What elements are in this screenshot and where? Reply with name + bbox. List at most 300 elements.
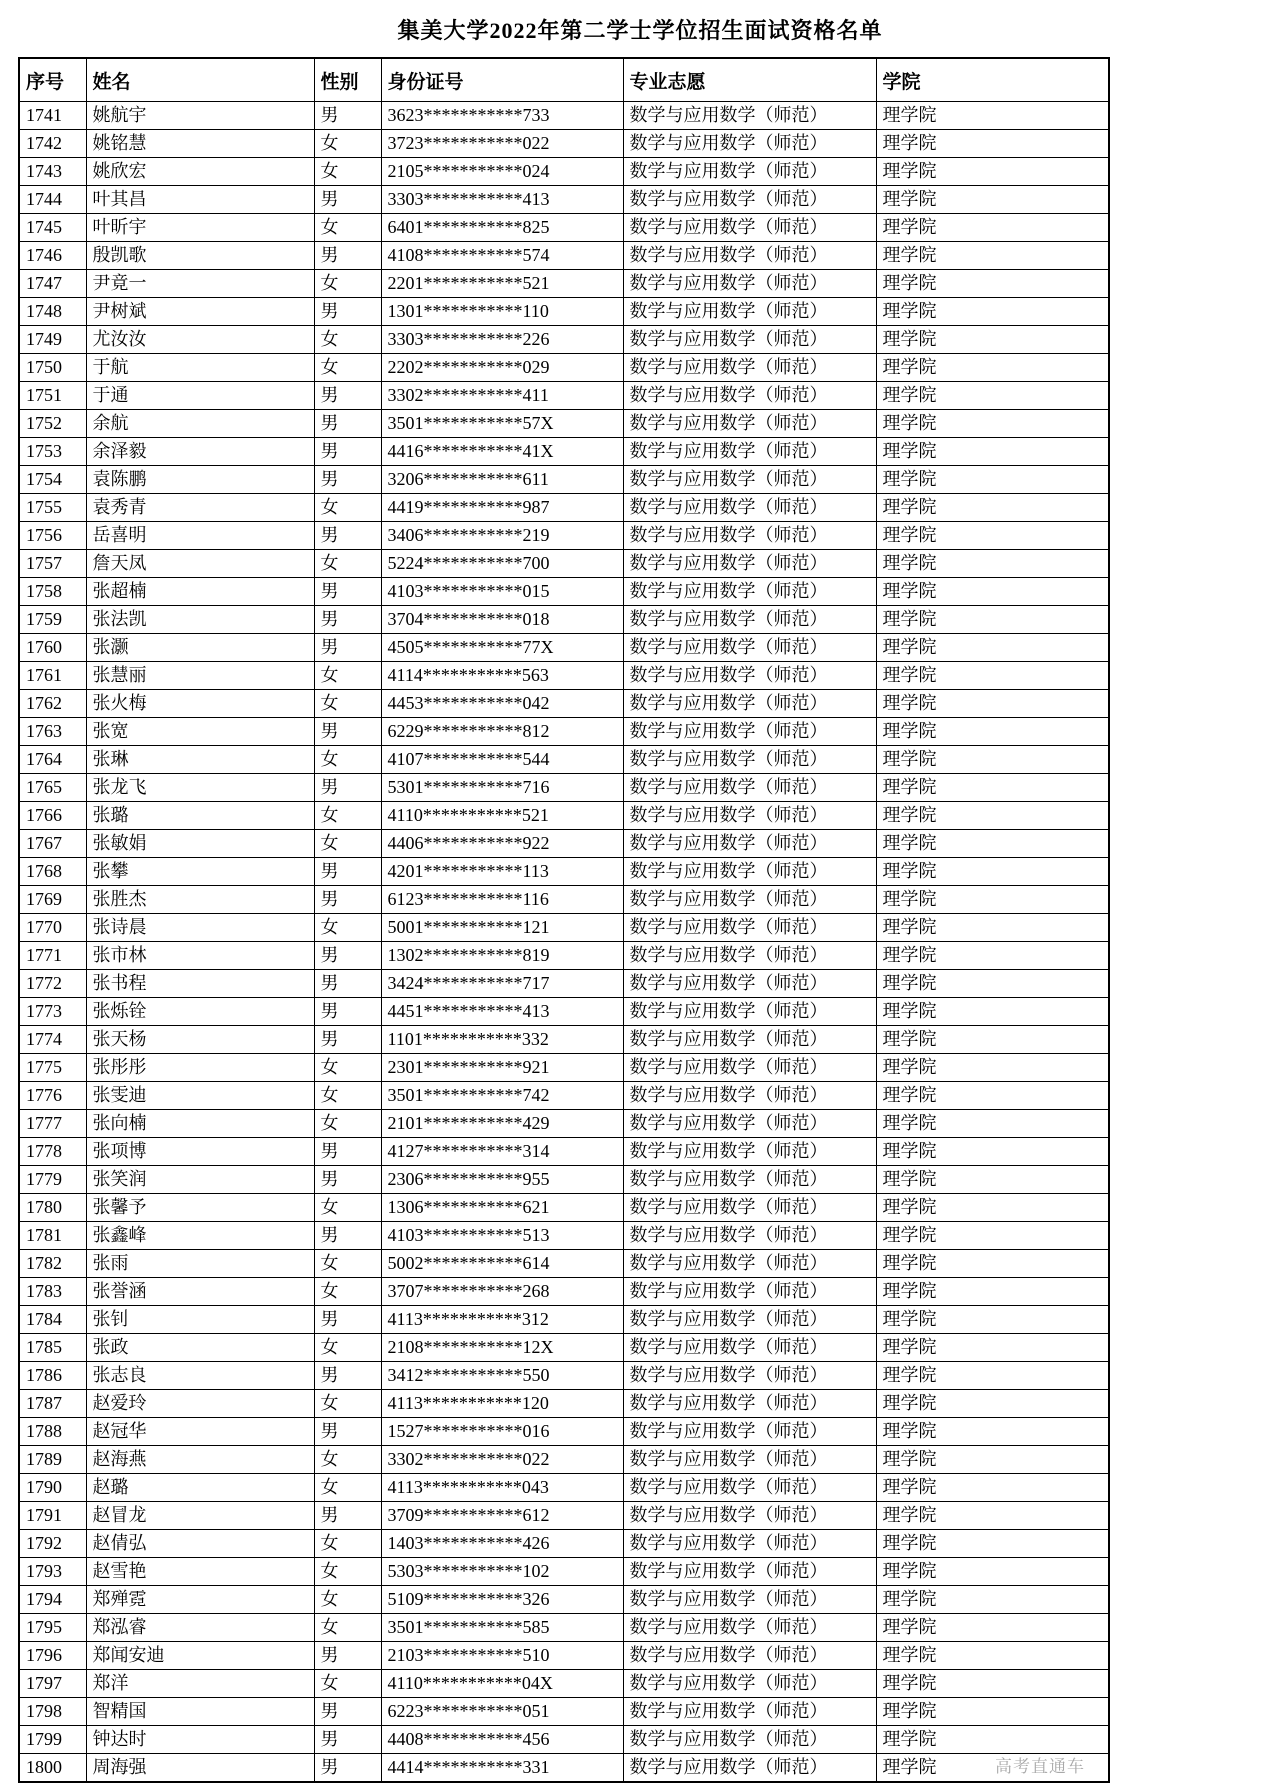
gender-cell: 女 [314,1558,381,1586]
gender-cell: 男 [314,774,381,802]
college-cell: 理学院 [876,1390,1109,1418]
college-cell: 理学院 [876,466,1109,494]
college-cell: 理学院 [876,1446,1109,1474]
seq-cell: 1749 [19,326,86,354]
table-row [19,102,1109,130]
id-cell: 3623***********733 [381,102,623,130]
seq-cell: 1783 [19,1278,86,1306]
id-cell: 4110***********521 [381,802,623,830]
id-cell: 2202***********029 [381,354,623,382]
name-cell: 钟达时 [86,1726,314,1754]
seq-cell: 1782 [19,1250,86,1278]
gender-cell: 女 [314,746,381,774]
id-cell: 6229***********812 [381,718,623,746]
college-cell: 理学院 [876,270,1109,298]
college-cell: 理学院 [876,662,1109,690]
college-cell: 理学院 [876,1222,1109,1250]
gender-cell: 男 [314,634,381,662]
id-cell: 3501***********57X [381,410,623,438]
college-cell: 理学院 [876,522,1109,550]
table-row [19,354,1109,382]
college-cell: 理学院 [876,214,1109,242]
gender-cell: 女 [314,690,381,718]
major-cell: 数学与应用数学（师范） [623,578,876,606]
gender-cell: 女 [314,1054,381,1082]
table-row [19,186,1109,214]
seq-cell: 1785 [19,1334,86,1362]
seq-cell: 1753 [19,438,86,466]
name-cell: 郑洋 [86,1670,314,1698]
college-cell: 理学院 [876,942,1109,970]
college-cell: 理学院 [876,746,1109,774]
college-cell: 理学院 [876,1082,1109,1110]
major-cell: 数学与应用数学（师范） [623,326,876,354]
major-cell: 数学与应用数学（师范） [623,102,876,130]
table-row [19,270,1109,298]
id-cell: 4453***********042 [381,690,623,718]
table-row [19,634,1109,662]
major-cell: 数学与应用数学（师范） [623,1614,876,1642]
id-cell: 3412***********550 [381,1362,623,1390]
gender-cell: 女 [314,1670,381,1698]
id-cell: 2105***********024 [381,158,623,186]
major-cell: 数学与应用数学（师范） [623,298,876,326]
major-cell: 数学与应用数学（师范） [623,830,876,858]
seq-cell: 1757 [19,550,86,578]
table-row [19,298,1109,326]
major-cell: 数学与应用数学（师范） [623,914,876,942]
id-cell: 4408***********456 [381,1726,623,1754]
gender-cell: 男 [314,970,381,998]
college-cell: 理学院 [876,1642,1109,1670]
table-row [19,1362,1109,1390]
id-cell: 4103***********015 [381,578,623,606]
id-cell: 1302***********819 [381,942,623,970]
college-cell: 理学院 [876,494,1109,522]
name-cell: 郑闻安迪 [86,1642,314,1670]
table-row [19,1110,1109,1138]
seq-cell: 1756 [19,522,86,550]
table-row [19,690,1109,718]
college-cell: 理学院 [876,326,1109,354]
seq-cell: 1795 [19,1614,86,1642]
college-cell: 理学院 [876,718,1109,746]
name-cell: 赵璐 [86,1474,314,1502]
major-cell: 数学与应用数学（师范） [623,410,876,438]
name-cell: 尹树斌 [86,298,314,326]
major-cell: 数学与应用数学（师范） [623,1334,876,1362]
id-cell: 2301***********921 [381,1054,623,1082]
id-cell: 3303***********413 [381,186,623,214]
college-cell: 理学院 [876,1278,1109,1306]
seq-cell: 1766 [19,802,86,830]
major-cell: 数学与应用数学（师范） [623,1698,876,1726]
table-row [19,242,1109,270]
gender-cell: 男 [314,858,381,886]
id-cell: 3302***********022 [381,1446,623,1474]
id-cell: 3424***********717 [381,970,623,998]
table-row [19,1446,1109,1474]
seq-cell: 1764 [19,746,86,774]
name-cell: 张宽 [86,718,314,746]
seq-cell: 1775 [19,1054,86,1082]
table-row [19,1530,1109,1558]
gender-cell: 女 [314,354,381,382]
table-row [19,914,1109,942]
name-cell: 张雨 [86,1250,314,1278]
seq-cell: 1761 [19,662,86,690]
seq-cell: 1743 [19,158,86,186]
gender-cell: 男 [314,578,381,606]
gender-cell: 女 [314,550,381,578]
id-cell: 4114***********563 [381,662,623,690]
name-cell: 张胜杰 [86,886,314,914]
table-row [19,130,1109,158]
id-cell: 3206***********611 [381,466,623,494]
table-row [19,438,1109,466]
name-cell: 张誉涵 [86,1278,314,1306]
id-cell: 4416***********41X [381,438,623,466]
table-row [19,1642,1109,1670]
gender-cell: 男 [314,998,381,1026]
college-cell: 理学院 [876,158,1109,186]
name-cell: 袁秀青 [86,494,314,522]
name-cell: 岳喜明 [86,522,314,550]
id-cell: 4127***********314 [381,1138,623,1166]
major-cell: 数学与应用数学（师范） [623,634,876,662]
seq-cell: 1779 [19,1166,86,1194]
college-cell: 理学院 [876,1726,1109,1754]
name-cell: 赵海燕 [86,1446,314,1474]
id-cell: 3501***********742 [381,1082,623,1110]
college-cell: 理学院 [876,242,1109,270]
major-cell: 数学与应用数学（师范） [623,1166,876,1194]
college-cell: 理学院 [876,690,1109,718]
college-cell: 理学院 [876,1586,1109,1614]
id-cell: 3406***********219 [381,522,623,550]
table-row [19,214,1109,242]
name-cell: 张钊 [86,1306,314,1334]
college-cell: 理学院 [876,1026,1109,1054]
table-row [19,1558,1109,1586]
college-cell: 理学院 [876,1698,1109,1726]
seq-cell: 1800 [19,1754,86,1783]
major-cell: 数学与应用数学（师范） [623,1194,876,1222]
major-cell: 数学与应用数学（师范） [623,606,876,634]
college-cell: 理学院 [876,606,1109,634]
table-row [19,494,1109,522]
id-cell: 5303***********102 [381,1558,623,1586]
table-row [19,970,1109,998]
major-cell: 数学与应用数学（师范） [623,1530,876,1558]
college-cell: 理学院 [876,438,1109,466]
seq-cell: 1792 [19,1530,86,1558]
gender-cell: 女 [314,1614,381,1642]
table-row [19,1166,1109,1194]
table-row [19,1054,1109,1082]
major-cell: 数学与应用数学（师范） [623,662,876,690]
college-cell: 理学院 [876,382,1109,410]
seq-cell: 1784 [19,1306,86,1334]
college-cell: 理学院 [876,1166,1109,1194]
major-cell: 数学与应用数学（师范） [623,1474,876,1502]
gender-cell: 男 [314,1726,381,1754]
major-cell: 数学与应用数学（师范） [623,718,876,746]
name-cell: 张烁铨 [86,998,314,1026]
name-cell: 张攀 [86,858,314,886]
id-cell: 5301***********716 [381,774,623,802]
name-cell: 赵冠华 [86,1418,314,1446]
college-cell: 理学院 [876,1558,1109,1586]
seq-cell: 1799 [19,1726,86,1754]
table-row [19,998,1109,1026]
seq-cell: 1754 [19,466,86,494]
table-row [19,1502,1109,1530]
major-cell: 数学与应用数学（师范） [623,746,876,774]
name-cell: 张龙飞 [86,774,314,802]
gender-cell: 女 [314,1474,381,1502]
seq-cell: 1773 [19,998,86,1026]
name-cell: 张灏 [86,634,314,662]
id-cell: 5001***********121 [381,914,623,942]
gender-cell: 男 [314,438,381,466]
gender-cell: 女 [314,270,381,298]
name-cell: 张法凯 [86,606,314,634]
header-name: 姓名 [86,58,314,102]
name-cell: 张彤彤 [86,1054,314,1082]
gender-cell: 女 [314,494,381,522]
major-cell: 数学与应用数学（师范） [623,1138,876,1166]
watermark-label: 高考直通车 [995,1757,1085,1776]
table-row [19,1586,1109,1614]
name-cell: 殷凯歌 [86,242,314,270]
gender-cell: 男 [314,1754,381,1783]
id-cell: 3303***********226 [381,326,623,354]
gender-cell: 男 [314,1222,381,1250]
header-seq: 序号 [19,58,86,102]
name-cell: 智精国 [86,1698,314,1726]
id-cell: 4110***********04X [381,1670,623,1698]
college-cell: 理学院 [876,1306,1109,1334]
seq-cell: 1777 [19,1110,86,1138]
table-row [19,1082,1109,1110]
college-cell: 理学院 [876,102,1109,130]
table-row [19,382,1109,410]
table-row [19,746,1109,774]
table-row [19,1726,1109,1754]
name-cell: 张慧丽 [86,662,314,690]
name-cell: 张志良 [86,1362,314,1390]
table-row [19,802,1109,830]
table-row [19,1138,1109,1166]
gender-cell: 女 [314,158,381,186]
id-cell: 4201***********113 [381,858,623,886]
id-cell: 4113***********120 [381,1390,623,1418]
gender-cell: 男 [314,298,381,326]
major-cell: 数学与应用数学（师范） [623,774,876,802]
seq-cell: 1790 [19,1474,86,1502]
name-cell: 余泽毅 [86,438,314,466]
seq-cell: 1774 [19,1026,86,1054]
college-cell: 理学院 [876,298,1109,326]
gender-cell: 男 [314,1698,381,1726]
id-cell: 3501***********585 [381,1614,623,1642]
id-cell: 4419***********987 [381,494,623,522]
table-row [19,858,1109,886]
major-cell: 数学与应用数学（师范） [623,690,876,718]
gender-cell: 男 [314,466,381,494]
major-cell: 数学与应用数学（师范） [623,858,876,886]
gender-cell: 女 [314,1194,381,1222]
gender-cell: 男 [314,718,381,746]
id-cell: 4414***********331 [381,1754,623,1783]
name-cell: 赵雪艳 [86,1558,314,1586]
name-cell: 张向楠 [86,1110,314,1138]
table-row [19,1278,1109,1306]
major-cell: 数学与应用数学（师范） [623,1642,876,1670]
college-cell: 理学院 [876,1250,1109,1278]
gender-cell: 男 [314,186,381,214]
seq-cell: 1776 [19,1082,86,1110]
seq-cell: 1770 [19,914,86,942]
id-cell: 4113***********043 [381,1474,623,1502]
college-cell: 理学院 [876,1502,1109,1530]
major-cell: 数学与应用数学（师范） [623,942,876,970]
table-body [19,102,1109,1783]
table-row [19,662,1109,690]
college-cell: 理学院 [876,1670,1109,1698]
gender-cell: 女 [314,1530,381,1558]
seq-cell: 1758 [19,578,86,606]
name-cell: 郑泓睿 [86,1614,314,1642]
gender-cell: 女 [314,1334,381,1362]
gender-cell: 男 [314,1362,381,1390]
table-row [19,522,1109,550]
gender-cell: 男 [314,522,381,550]
table-row [19,830,1109,858]
name-cell: 詹天凤 [86,550,314,578]
name-cell: 张天杨 [86,1026,314,1054]
gender-cell: 男 [314,382,381,410]
table-row [19,326,1109,354]
seq-cell: 1797 [19,1670,86,1698]
seq-cell: 1788 [19,1418,86,1446]
gender-cell: 男 [314,942,381,970]
seq-cell: 1772 [19,970,86,998]
gender-cell: 女 [314,1082,381,1110]
seq-cell: 1794 [19,1586,86,1614]
seq-cell: 1780 [19,1194,86,1222]
major-cell: 数学与应用数学（师范） [623,1110,876,1138]
seq-cell: 1755 [19,494,86,522]
name-cell: 姚欣宏 [86,158,314,186]
college-cell: 理学院 [876,578,1109,606]
header-college: 学院 [876,58,1109,102]
gender-cell: 女 [314,914,381,942]
college-cell: 理学院 [876,998,1109,1026]
table-row [19,410,1109,438]
page-title: 集美大学2022年第二学士学位招生面试资格名单 [397,18,883,43]
major-cell: 数学与应用数学（师范） [623,1362,876,1390]
gender-cell: 男 [314,1138,381,1166]
college-cell: 理学院 [876,802,1109,830]
table-row [19,1698,1109,1726]
gender-cell: 女 [314,326,381,354]
id-cell: 1306***********621 [381,1194,623,1222]
seq-cell: 1745 [19,214,86,242]
name-cell: 余航 [86,410,314,438]
id-cell: 4406***********922 [381,830,623,858]
name-cell: 张火梅 [86,690,314,718]
gender-cell: 男 [314,1026,381,1054]
seq-cell: 1750 [19,354,86,382]
name-cell: 张诗晨 [86,914,314,942]
id-cell: 4103***********513 [381,1222,623,1250]
name-cell: 张馨予 [86,1194,314,1222]
seq-cell: 1744 [19,186,86,214]
seq-cell: 1787 [19,1390,86,1418]
major-cell: 数学与应用数学（师范） [623,550,876,578]
id-cell: 2201***********521 [381,270,623,298]
header-id: 身份证号 [381,58,623,102]
major-cell: 数学与应用数学（师范） [623,1754,876,1783]
gender-cell: 男 [314,1166,381,1194]
major-cell: 数学与应用数学（师范） [623,1054,876,1082]
gender-cell: 女 [314,802,381,830]
gender-cell: 女 [314,130,381,158]
college-cell: 理学院 [876,1418,1109,1446]
college-cell: 理学院 [876,774,1109,802]
major-cell: 数学与应用数学（师范） [623,1390,876,1418]
seq-cell: 1760 [19,634,86,662]
seq-cell: 1791 [19,1502,86,1530]
id-cell: 4108***********574 [381,242,623,270]
table-row [19,1194,1109,1222]
id-cell: 4107***********544 [381,746,623,774]
id-cell: 1527***********016 [381,1418,623,1446]
header-major: 专业志愿 [623,58,876,102]
major-cell: 数学与应用数学（师范） [623,270,876,298]
gender-cell: 男 [314,1306,381,1334]
major-cell: 数学与应用数学（师范） [623,1446,876,1474]
table-row [19,886,1109,914]
table-row [19,1250,1109,1278]
college-cell: 理学院 [876,1334,1109,1362]
major-cell: 数学与应用数学（师范） [623,1418,876,1446]
name-cell: 叶昕宇 [86,214,314,242]
table-row [19,1334,1109,1362]
college-cell: 理学院 [876,1614,1109,1642]
id-cell: 3704***********018 [381,606,623,634]
table-row [19,1390,1109,1418]
major-cell: 数学与应用数学（师范） [623,1026,876,1054]
table-row [19,158,1109,186]
name-cell: 赵冒龙 [86,1502,314,1530]
college-cell: 理学院 [876,886,1109,914]
name-cell: 尤汝汝 [86,326,314,354]
major-cell: 数学与应用数学（师范） [623,438,876,466]
id-cell: 1101***********332 [381,1026,623,1054]
name-cell: 张璐 [86,802,314,830]
major-cell: 数学与应用数学（师范） [623,970,876,998]
seq-cell: 1769 [19,886,86,914]
major-cell: 数学与应用数学（师范） [623,354,876,382]
id-cell: 4113***********312 [381,1306,623,1334]
id-cell: 5224***********700 [381,550,623,578]
seq-cell: 1778 [19,1138,86,1166]
seq-cell: 1751 [19,382,86,410]
id-cell: 6123***********116 [381,886,623,914]
